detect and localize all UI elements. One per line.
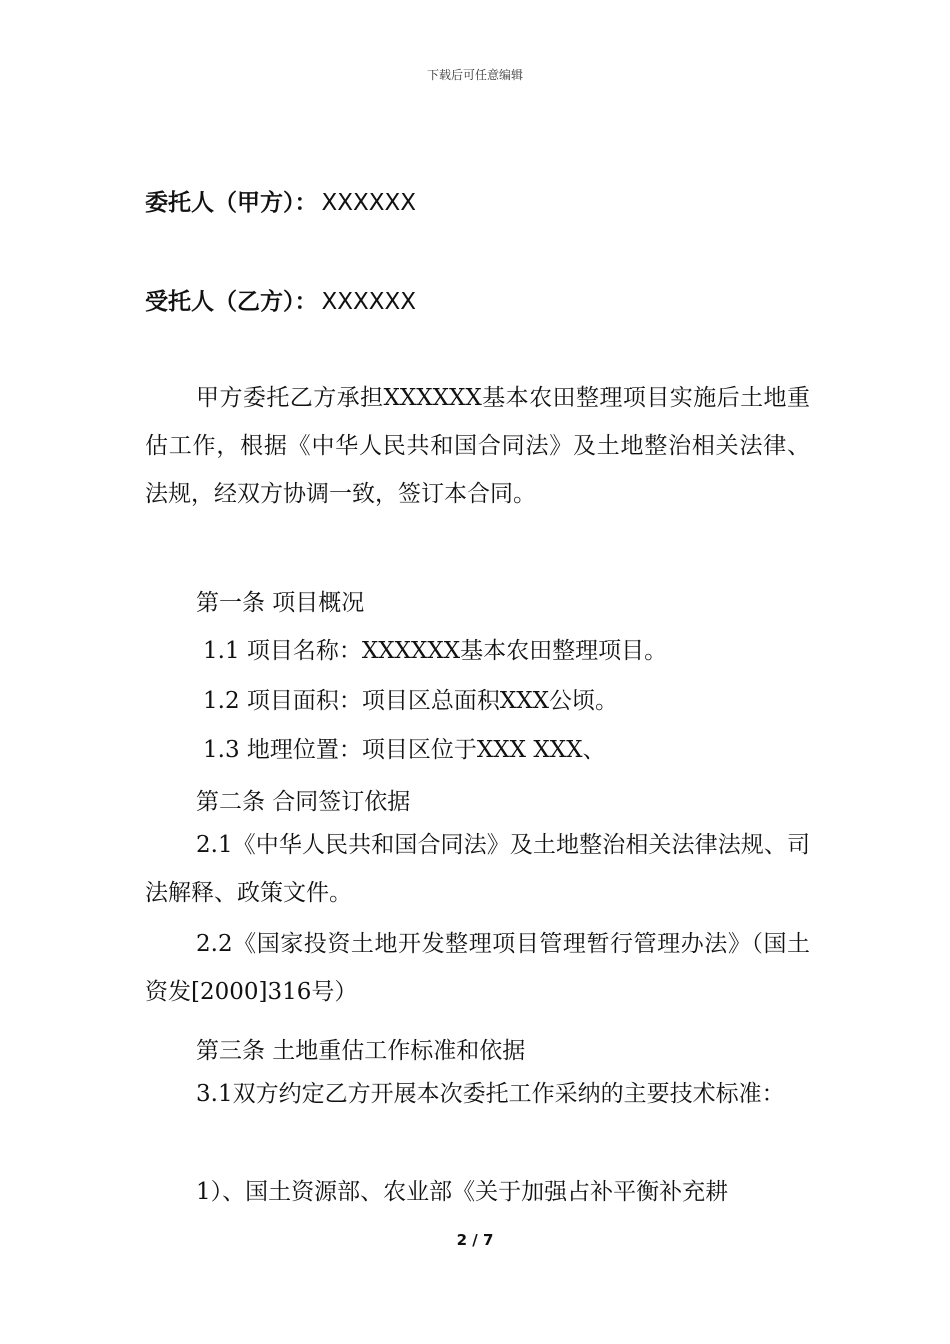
- article1-item: 1.1 项目名称：XXXXXX基本农田整理项目。: [203, 638, 668, 664]
- intro-paragraph: 甲方委托乙方承担XXXXXX基本农田整理项目实施后土地重估工作，根据《中华人民共和国合同法》及土地整治相关法律、法规，经双方协调一致，签订本合同。: [145, 385, 810, 507]
- page-header-note: 下载后可任意编辑: [426, 68, 523, 82]
- client-party: [145, 184, 416, 217]
- agent-value: XXXXXX: [321, 289, 417, 315]
- article1-item: 1.2 项目面积：项目区总面积XXX公顷。: [203, 688, 619, 714]
- client-label: 委托人（甲方）：: [145, 190, 318, 216]
- page-number: 2 / 7: [456, 1231, 494, 1249]
- client-value: XXXXXX: [321, 190, 417, 216]
- article2-paragraph: 2.2《国家投资土地开发整理项目管理暂行管理办法》（国土资发[2000]316号）: [145, 931, 810, 1005]
- article1-title: 第一条 项目概况: [196, 590, 365, 616]
- agent-party: [145, 283, 416, 316]
- article3-title: 第三条 土地重估工作标准和依据: [196, 1038, 526, 1064]
- article1-item: 1.3 地理位置：项目区位于XXX XXX、: [203, 737, 606, 763]
- article2-paragraph: 2.1《中华人民共和国合同法》及土地整治相关法律法规、司法解释、政策文件。: [145, 832, 810, 906]
- agent-label: 受托人（乙方）：: [145, 289, 318, 315]
- article3-paragraph: 3.1双方约定乙方开展本次委托工作采纳的主要技术标准：: [196, 1081, 785, 1107]
- article3-paragraph: 1）、国土资源部、农业部《关于加强占补平衡补充耕: [196, 1179, 729, 1205]
- article2-title: 第二条 合同签订依据: [196, 789, 411, 815]
